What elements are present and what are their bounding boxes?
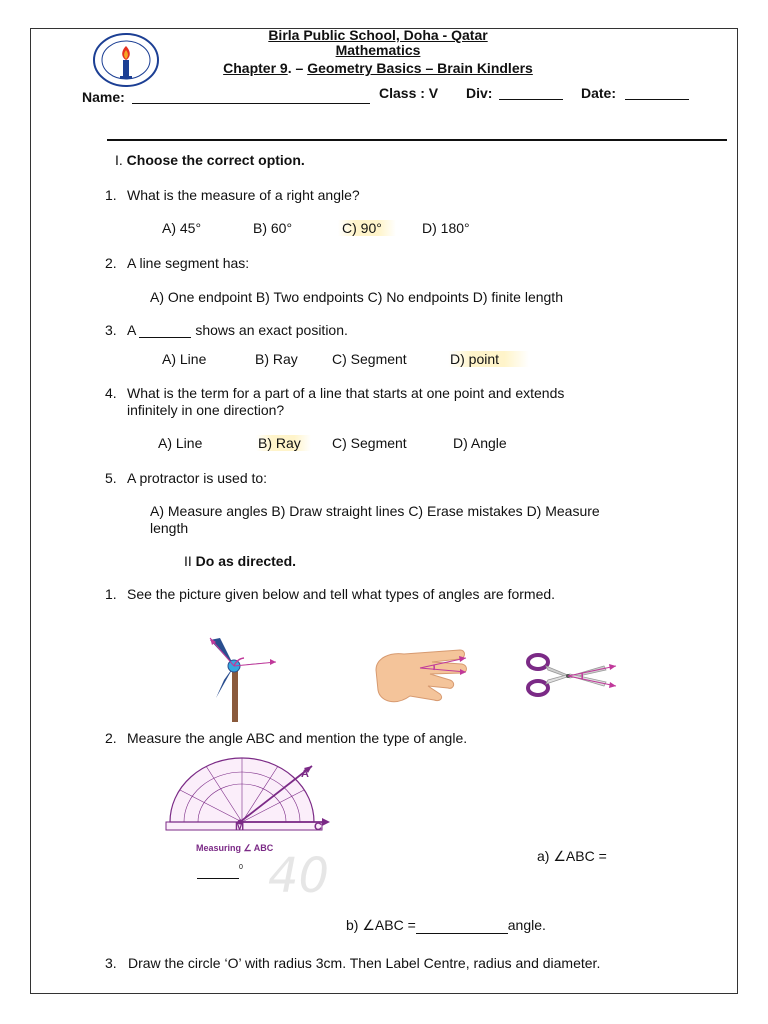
section2-numeral: II: [184, 553, 192, 569]
section1-title: Choose the correct option.: [126, 152, 305, 168]
q4-text-line1: What is the term for a part of a line that starts at one point and extends: [127, 385, 565, 401]
answer-a: a) ∠ABC =: [537, 848, 607, 864]
chapter-title: [200, 60, 556, 76]
q3-option-d: D) point: [448, 351, 529, 367]
s2-q2-number: 2.: [105, 730, 117, 746]
section2-title: Do as directed.: [195, 553, 297, 569]
hand-icon: [370, 640, 474, 716]
s2-q3-number: 3.: [105, 955, 117, 971]
q2-number: 2.: [105, 255, 117, 271]
date-field[interactable]: [625, 85, 689, 100]
protractor-label-m: M: [235, 821, 245, 833]
s2-q2-text: Measure the angle ABC and mention the type of angle.: [127, 730, 468, 746]
q3-text-before: A: [127, 322, 136, 338]
q5-text: A protractor is used to:: [127, 470, 268, 486]
q1-option-b: B) 60°: [253, 220, 293, 236]
q2-options: A) One endpoint B) Two endpoints C) No endpoints D) finite length: [150, 289, 563, 305]
protractor-label-c: C: [314, 821, 322, 833]
q4-option-b: B) Ray: [256, 435, 311, 451]
section1-numeral: I.: [115, 152, 123, 168]
q3-text-after: shows an exact position.: [195, 322, 348, 338]
protractor-label-a: A: [301, 768, 309, 780]
q3-option-c: C) Segment: [332, 351, 407, 367]
section2-heading: [184, 553, 296, 569]
q4-option-c: C) Segment: [332, 435, 407, 451]
q3-option-b: B) Ray: [255, 351, 298, 367]
q1-option-d: D) 180°: [422, 220, 470, 236]
date-label: Date:: [581, 85, 617, 101]
answer-b-blank[interactable]: [416, 920, 508, 934]
handwritten-answer: 40: [268, 848, 330, 904]
answer-b: [346, 917, 546, 934]
chapter-number: Chapter 9: [223, 60, 288, 76]
q3-text: [127, 322, 348, 338]
s2-q3-text: Draw the circle ‘O’ with radius 3cm. Then Label Centre, radius and diameter.: [128, 955, 601, 971]
q1-option-a: A) 45°: [162, 220, 202, 236]
div-field[interactable]: [499, 85, 563, 100]
div-label: Div:: [466, 85, 493, 101]
section1-heading: [115, 152, 305, 168]
q4-option-a: A) Line: [158, 435, 203, 451]
q4-text-line2: infinitely in one direction?: [127, 402, 285, 418]
scissors-icon: [524, 650, 620, 702]
q5-options-line1: A) Measure angles B) Draw straight lines C) Erase mistakes D) Measure: [150, 503, 600, 519]
q3-blank[interactable]: [139, 324, 191, 338]
protractor-icon: [162, 752, 332, 838]
school-name: Birla Public School, Doha - Qatar: [268, 27, 488, 43]
protractor-caption: Measuring ∠ ABC: [196, 843, 274, 853]
answer-b-prefix: b) ∠ABC =: [346, 917, 416, 933]
school-logo: [92, 32, 160, 88]
subject-title: Mathematics: [335, 42, 421, 58]
degree-mark: 0: [239, 864, 243, 871]
windmill-icon: [190, 632, 280, 724]
q3-number: 3.: [105, 322, 117, 338]
s2-q1-number: 1.: [105, 586, 117, 602]
q5-options-line2: length: [150, 520, 189, 536]
q3-option-a: A) Line: [162, 351, 207, 367]
answer-b-suffix: angle.: [507, 917, 546, 933]
chapter-name: Geometry Basics – Brain Kindlers: [307, 60, 533, 76]
header-divider: [107, 139, 727, 141]
q4-option-d: D) Angle: [453, 435, 507, 451]
q1-number: 1.: [105, 187, 117, 203]
chapter-dash: . –: [287, 60, 308, 76]
s2-q1-text: See the picture given below and tell what types of angles are formed.: [127, 586, 556, 602]
name-label: Name:: [82, 89, 125, 105]
q2-text: A line segment has:: [127, 255, 250, 271]
q4-number: 4.: [105, 385, 117, 401]
name-field[interactable]: [132, 89, 370, 104]
q1-option-c: C) 90°: [338, 220, 396, 236]
degree-blank[interactable]: [197, 878, 239, 879]
q1-text: What is the measure of a right angle?: [127, 187, 360, 203]
q5-number: 5.: [105, 470, 117, 486]
class-label: Class : V: [379, 85, 439, 101]
